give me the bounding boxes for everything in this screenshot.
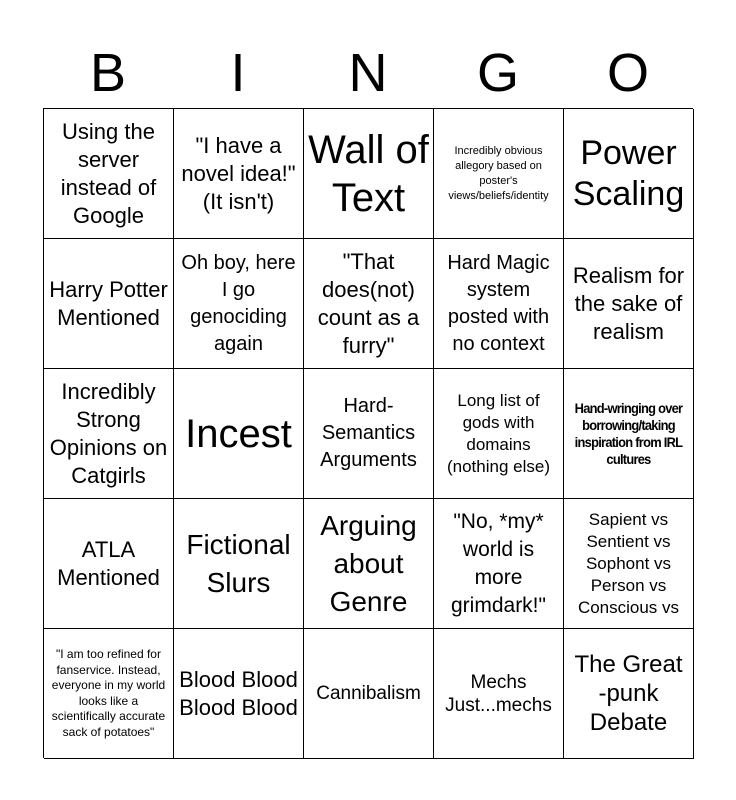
cell-text: Incredibly Strong Opinions on Catgirls [49,378,168,488]
bingo-cell[interactable] [564,239,694,369]
bingo-cell[interactable] [304,499,434,629]
bingo-cell[interactable] [564,369,694,499]
cell-text: Mechs Just...mechs [445,671,552,716]
bingo-cell[interactable] [434,629,564,759]
header-letter-o: O [606,43,649,103]
cell-text: Realism for the sake of realism [572,262,685,344]
bingo-cell[interactable] [44,499,174,629]
cell-text: "That does(not) count as a furry" [317,248,420,358]
bingo-cell[interactable] [304,629,434,759]
cell-text: "I have a novel idea!" (It isn't) [181,132,296,214]
cell-text: Blood Blood Blood Blood [179,666,298,720]
bingo-cell[interactable] [174,239,304,369]
bingo-cell[interactable] [174,109,304,239]
cell-text: Fictional Slurs [186,528,291,598]
cell-text: Sapient vs Sentient vs Sophont vs Person vs Conscious vs [577,509,680,617]
cell-text: Long list of gods with domains (nothing else) [446,390,550,476]
cell-text: Using the server instead of Google [60,118,157,228]
cell-text: Hand-wringing over borrowing/taking inspiration from IRL cultures [574,399,683,467]
bingo-cell[interactable] [174,499,304,629]
cell-text: Arguing about Genre [320,509,417,617]
bingo-cell[interactable] [434,239,564,369]
header-letter-i: I [230,43,246,103]
cell-text: Incest [185,411,292,456]
cell-text: Wall of Text [308,127,429,220]
cell-text: Cannibalism [316,683,421,704]
bingo-cell[interactable] [564,629,694,759]
bingo-cell[interactable] [44,369,174,499]
bingo-cell[interactable] [304,109,434,239]
cell-text: Hard-Semantics Arguments [320,395,417,471]
bingo-grid [43,108,693,758]
bingo-cell[interactable] [174,629,304,759]
cell-text: "I am too refined for fanservice. Instead, everyone in my world looks like a scientifically accurate sack of potatoes" [51,647,166,739]
bingo-cell[interactable] [434,109,564,239]
cell-text: ATLA Mentioned [57,536,160,590]
bingo-cell[interactable] [304,239,434,369]
bingo-header [43,40,693,106]
cell-text: The Great -punk Debate [574,651,683,736]
cell-text: Oh boy, here I go genociding again [181,251,296,355]
header-letter-g: G [476,43,519,103]
cell-text: "No, *my* world is more grimdark!" [451,509,546,617]
bingo-cell[interactable] [44,629,174,759]
header-letter-b: B [89,43,127,103]
cell-text: Harry Potter Mentioned [49,276,168,330]
bingo-cell[interactable] [564,109,694,239]
bingo-cell[interactable] [174,369,304,499]
bingo-cell[interactable] [564,499,694,629]
cell-text: Power Scaling [572,133,685,213]
bingo-cell[interactable] [434,369,564,499]
cell-text: Incredibly obvious allegory based on poster's views/beliefs/identity [448,144,549,202]
header-letter-n: N [348,43,388,103]
bingo-cell[interactable] [44,109,174,239]
bingo-cell[interactable] [304,369,434,499]
cell-text: Hard Magic system posted with no context [447,251,550,355]
bingo-cell[interactable] [44,239,174,369]
bingo-cell[interactable] [434,499,564,629]
